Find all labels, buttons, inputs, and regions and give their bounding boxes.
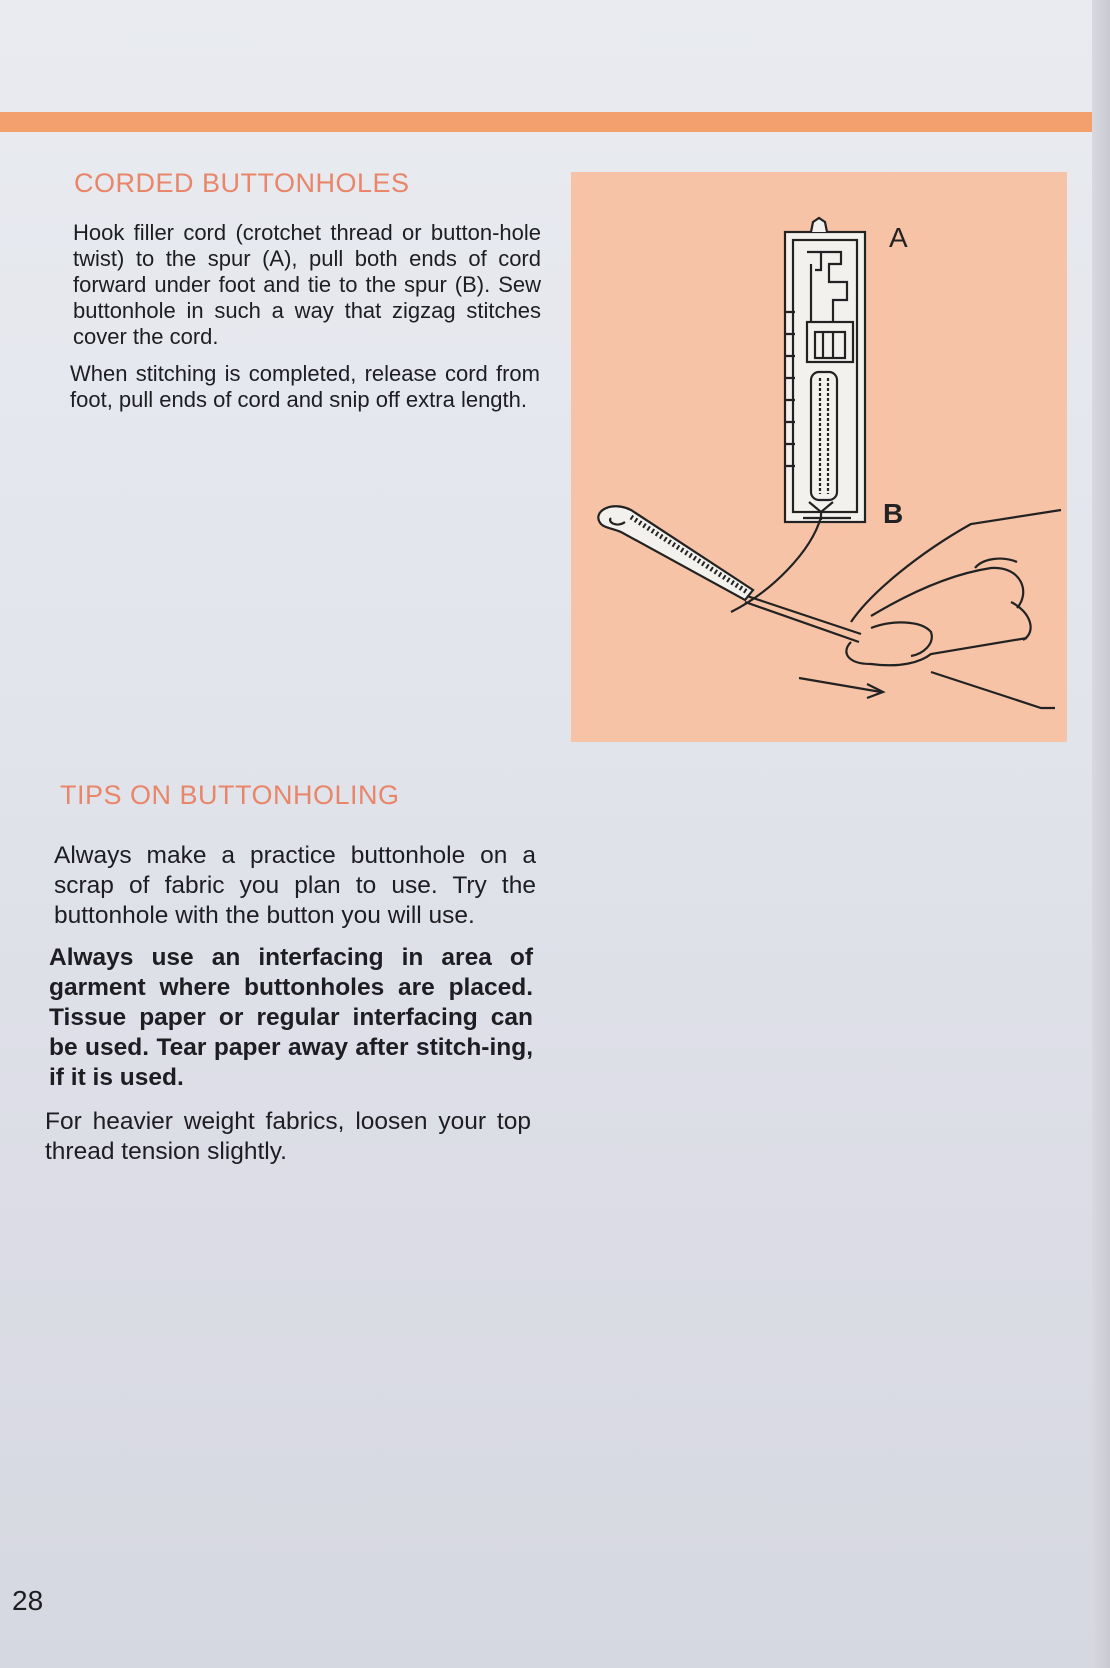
tips-title: TIPS ON BUTTONHOLING [60,780,400,810]
page-edge [1092,0,1110,1668]
tips-para-1: Always make a practice buttonhole on a scrap of fabric you plan to use. Try the buttonhole with the button you will use. [54,842,536,929]
buttonhole-foot-illustration [571,172,1067,742]
label-spur-a: A [889,222,908,253]
tips-para-3: For heavier weight fabrics, loosen your top thread tension slightly. [45,1108,531,1165]
corded-buttonholes-title: CORDED BUTTONHOLES [74,168,410,198]
page-number: 28 [12,1585,44,1616]
corded-para-1: Hook filler cord (crotchet thread or button-hole twist) to the spur (A), pull both ends of cord forward under foot and tie to the spur (B). Sew buttonhole in such a way that zigzag stitches cover the cord. [73,220,541,349]
label-spur-b: B [883,498,904,529]
presser-foot-drawing [571,172,1067,742]
corded-para-2: When stitching is completed, release cord from foot, pull ends of cord and snip off extra length. [70,361,540,412]
tips-para-2: Always use an interfacing in area of garment where buttonholes are placed. Tissue paper or regular interfacing can be used. Tear paper away after stitch-ing, if it is used. [49,944,533,1091]
header-rule [0,112,1110,132]
